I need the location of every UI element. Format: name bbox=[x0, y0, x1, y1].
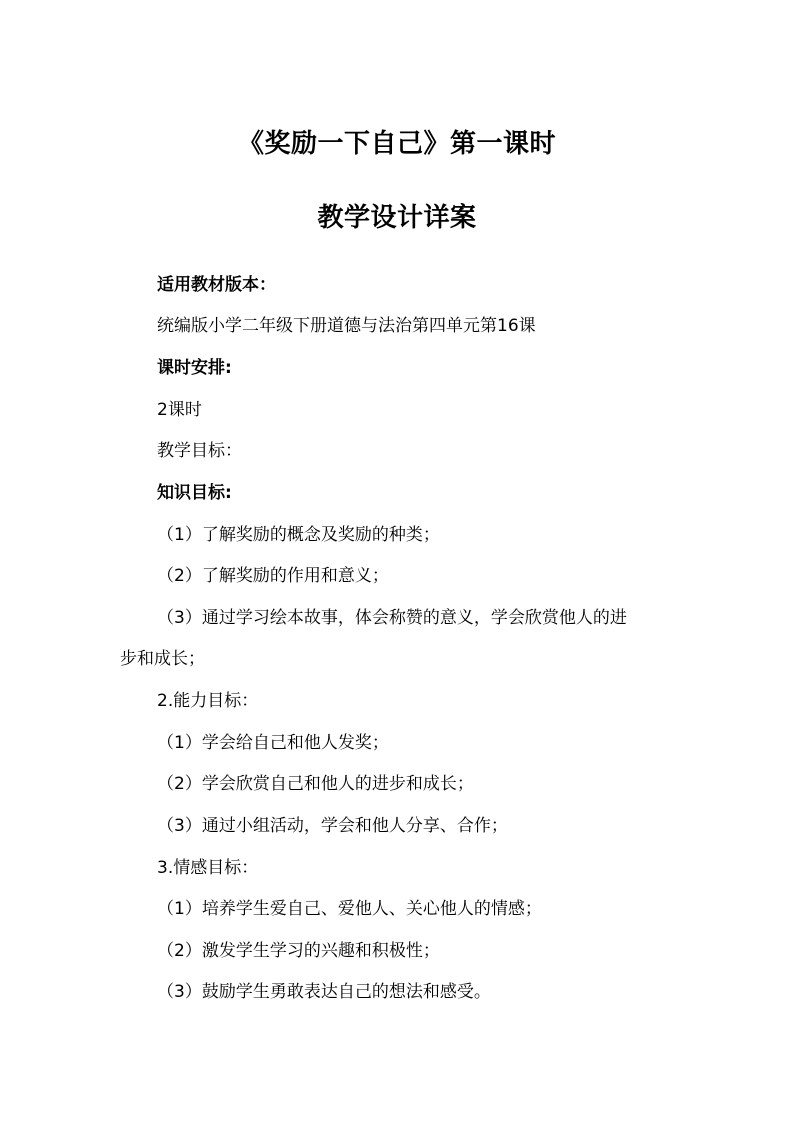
list-item-ability-1: （1）学会给自己和他人发奖； bbox=[157, 733, 389, 753]
list-item-emotion-1: （1）培养学生爱自己、爱他人、关心他人的情感； bbox=[157, 899, 542, 919]
list-item-knowledge-3-continued: 步和成长； bbox=[120, 649, 205, 669]
paragraph-class-hours: 2课时 bbox=[157, 400, 202, 420]
paragraph-textbook-version: 统编版小学二年级下册道德与法治第四单元第16课 bbox=[157, 316, 536, 336]
section-heading-emotion-goals: 3.情感目标： bbox=[157, 858, 259, 878]
section-heading-knowledge-goals: 知识目标: bbox=[157, 483, 232, 503]
list-item-knowledge-2: （2）了解奖励的作用和意义； bbox=[157, 566, 389, 586]
section-heading-ability-goals: 2.能力目标： bbox=[157, 691, 259, 711]
document-subtitle: 教学设计详案 bbox=[317, 203, 477, 233]
section-heading-class-schedule: 课时安排: bbox=[157, 358, 232, 378]
list-item-emotion-3: （3）鼓励学生勇敢表达自己的想法和感受。 bbox=[157, 982, 491, 1002]
section-heading-teaching-goals: 教学目标： bbox=[157, 441, 242, 461]
list-item-emotion-2: （2）激发学生学习的兴趣和积极性； bbox=[157, 941, 440, 961]
list-item-knowledge-1: （1）了解奖励的概念及奖励的种类； bbox=[157, 525, 440, 545]
section-heading-textbook-version: 适用教材版本： bbox=[157, 275, 276, 295]
document-title: 《奖励一下自己》第一课时 bbox=[237, 129, 556, 159]
list-item-ability-2: （2）学会欣赏自己和他人的进步和成长； bbox=[157, 774, 474, 794]
list-item-knowledge-3: （3）通过学习绘本故事，体会称赞的意义，学会欣赏他人的进 bbox=[157, 608, 627, 628]
list-item-ability-3: （3）通过小组活动，学会和他人分享、合作； bbox=[157, 816, 508, 836]
